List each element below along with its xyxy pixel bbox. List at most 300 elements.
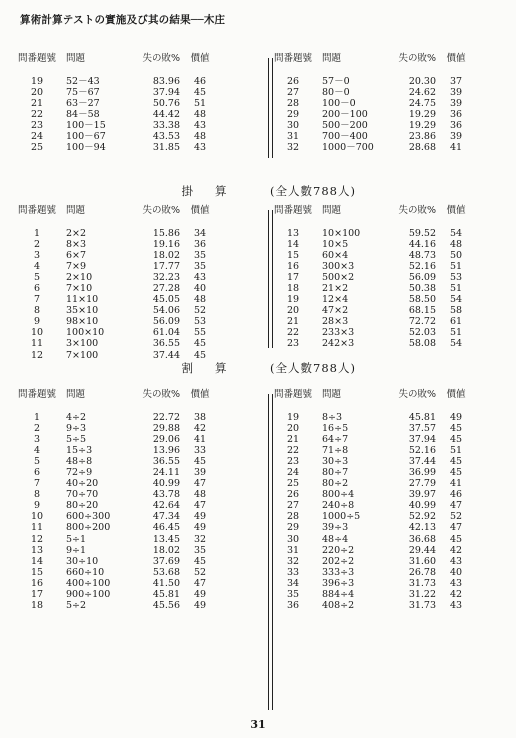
row-value: 48 bbox=[449, 238, 463, 250]
table-row bbox=[274, 545, 468, 556]
row-failure-rate: 36.68 bbox=[408, 533, 437, 545]
row-failure-rate: 72.72 bbox=[408, 316, 437, 328]
row-number: 20 bbox=[30, 86, 44, 98]
row-value: 42 bbox=[449, 589, 463, 600]
row-number: 13 bbox=[30, 544, 44, 556]
row-failure-rate: 32.23 bbox=[152, 271, 181, 283]
row-number: 17 bbox=[30, 589, 44, 600]
table-row bbox=[274, 142, 468, 153]
table-row bbox=[274, 131, 468, 142]
row-number: 21 bbox=[286, 433, 300, 445]
row-number: 10 bbox=[30, 327, 44, 339]
table-row bbox=[18, 600, 212, 611]
header-problem: 問題 bbox=[66, 53, 86, 64]
row-number: 32 bbox=[286, 142, 300, 154]
column-divider bbox=[268, 58, 269, 158]
row-problem: 9÷1 bbox=[66, 544, 87, 556]
row-failure-rate: 37.94 bbox=[152, 86, 181, 98]
row-failure-rate: 44.42 bbox=[152, 108, 181, 120]
row-problem: 240÷8 bbox=[322, 500, 355, 512]
row-problem: 5÷5 bbox=[66, 433, 87, 445]
row-problem: 9÷3 bbox=[66, 422, 87, 434]
row-number: 36 bbox=[286, 600, 300, 612]
row-failure-rate: 37.57 bbox=[408, 422, 437, 434]
row-number: 22 bbox=[286, 444, 300, 456]
row-value: 43 bbox=[193, 271, 207, 283]
table-row bbox=[18, 478, 212, 489]
row-problem: 70÷70 bbox=[66, 489, 99, 501]
table-row bbox=[18, 511, 212, 522]
table-row bbox=[274, 250, 468, 261]
row-failure-rate: 46.45 bbox=[152, 522, 181, 534]
row-value: 41 bbox=[449, 478, 463, 490]
row-failure-rate: 39.97 bbox=[408, 489, 437, 501]
row-failure-rate: 52.16 bbox=[408, 444, 437, 456]
row-problem: 80－0 bbox=[322, 86, 350, 98]
table-row bbox=[274, 272, 468, 283]
table-row bbox=[274, 600, 468, 611]
row-failure-rate: 52.92 bbox=[408, 511, 437, 523]
row-problem: 48÷8 bbox=[66, 455, 93, 467]
table-row bbox=[18, 534, 212, 545]
multiplication-table-left bbox=[18, 206, 212, 361]
division-table-right bbox=[274, 390, 468, 611]
row-problem: 3×100 bbox=[66, 338, 99, 350]
row-failure-rate: 54.06 bbox=[152, 305, 181, 317]
table-row bbox=[274, 589, 468, 600]
table-row bbox=[274, 316, 468, 327]
row-failure-rate: 58.08 bbox=[408, 338, 437, 350]
row-problem: 80÷2 bbox=[322, 478, 349, 490]
row-failure-rate: 45.81 bbox=[152, 589, 181, 600]
table-row bbox=[18, 98, 212, 109]
row-number: 2 bbox=[33, 238, 41, 250]
row-failure-rate: 36.55 bbox=[152, 338, 181, 350]
table-row bbox=[274, 305, 468, 316]
header-failure-rate: 失の敗% bbox=[398, 389, 437, 400]
row-value: 47 bbox=[193, 478, 207, 490]
row-failure-rate: 28.68 bbox=[408, 142, 437, 154]
row-failure-rate: 61.04 bbox=[152, 327, 181, 339]
row-value: 45 bbox=[449, 422, 463, 434]
row-problem: 5÷1 bbox=[66, 533, 87, 545]
table-row bbox=[274, 500, 468, 511]
row-failure-rate: 20.30 bbox=[408, 75, 437, 87]
table-row bbox=[18, 305, 212, 316]
row-problem: 220÷2 bbox=[322, 544, 355, 556]
row-value: 45 bbox=[193, 86, 207, 98]
table-row bbox=[274, 434, 468, 445]
row-value: 47 bbox=[193, 577, 207, 589]
row-problem: 400÷100 bbox=[66, 577, 111, 589]
row-failure-rate: 48.73 bbox=[408, 249, 437, 261]
table-row bbox=[274, 567, 468, 578]
row-failure-rate: 31.73 bbox=[408, 577, 437, 589]
row-value: 37 bbox=[449, 75, 463, 87]
column-divider bbox=[268, 210, 269, 348]
row-number: 2 bbox=[33, 422, 41, 434]
row-problem: 800÷200 bbox=[66, 522, 111, 534]
row-failure-rate: 19.16 bbox=[152, 238, 181, 250]
row-value: 36 bbox=[449, 119, 463, 131]
row-value: 53 bbox=[449, 271, 463, 283]
header-problem: 問題 bbox=[322, 53, 342, 64]
table-row bbox=[274, 511, 468, 522]
header-number: 問番題號 bbox=[18, 205, 57, 216]
row-failure-rate: 44.16 bbox=[408, 238, 437, 250]
row-problem: 10×5 bbox=[322, 238, 349, 250]
table-row bbox=[18, 239, 212, 250]
row-problem: 5÷2 bbox=[66, 600, 87, 612]
row-failure-rate: 56.09 bbox=[152, 316, 181, 328]
row-value: 33 bbox=[193, 444, 207, 456]
row-number: 28 bbox=[286, 511, 300, 523]
row-number: 28 bbox=[286, 97, 300, 109]
column-divider bbox=[272, 210, 273, 348]
header-number: 問番題號 bbox=[18, 53, 57, 64]
row-problem: 75－67 bbox=[66, 86, 100, 98]
row-value: 55 bbox=[193, 327, 207, 339]
table-row bbox=[18, 228, 212, 239]
header-value: 價値 bbox=[446, 389, 466, 400]
header-failure-rate: 失の敗% bbox=[142, 389, 181, 400]
table-row bbox=[18, 350, 212, 361]
header-problem: 問題 bbox=[66, 389, 86, 400]
row-failure-rate: 17.77 bbox=[152, 260, 181, 272]
row-failure-rate: 19.29 bbox=[408, 119, 437, 131]
division-table-left bbox=[18, 390, 212, 611]
row-number: 31 bbox=[286, 544, 300, 556]
row-number: 1 bbox=[33, 227, 41, 239]
row-problem: 1000－700 bbox=[322, 142, 374, 154]
row-value: 58 bbox=[449, 305, 463, 317]
row-value: 49 bbox=[193, 600, 207, 612]
row-failure-rate: 23.86 bbox=[408, 130, 437, 142]
row-number: 33 bbox=[286, 566, 300, 578]
table-row bbox=[274, 87, 468, 98]
header-number: 問番題號 bbox=[274, 205, 313, 216]
row-number: 30 bbox=[286, 119, 300, 131]
row-failure-rate: 22.72 bbox=[152, 411, 181, 423]
row-number: 15 bbox=[30, 566, 44, 578]
row-failure-rate: 24.75 bbox=[408, 97, 437, 109]
header-problem: 問題 bbox=[66, 205, 86, 216]
row-number: 23 bbox=[30, 119, 44, 131]
row-problem: 600÷300 bbox=[66, 511, 111, 523]
row-failure-rate: 37.44 bbox=[408, 455, 437, 467]
row-problem: 48÷4 bbox=[322, 533, 349, 545]
page-title: 算術計算テストの實施及び其の結果──木庄 bbox=[20, 14, 226, 26]
row-problem: 7×9 bbox=[66, 260, 87, 272]
row-problem: 52－43 bbox=[66, 75, 100, 87]
table-row bbox=[274, 489, 468, 500]
row-value: 34 bbox=[193, 227, 207, 239]
row-value: 61 bbox=[449, 316, 463, 328]
row-number: 3 bbox=[33, 433, 41, 445]
row-problem: 63－27 bbox=[66, 97, 100, 109]
row-problem: 71÷8 bbox=[322, 444, 349, 456]
table-row bbox=[18, 250, 212, 261]
table-row bbox=[18, 489, 212, 500]
row-problem: 333÷3 bbox=[322, 566, 355, 578]
row-problem: 21×2 bbox=[322, 282, 349, 294]
table-row bbox=[18, 76, 212, 87]
row-problem: 35×10 bbox=[66, 305, 99, 317]
row-problem: 200－100 bbox=[322, 108, 368, 120]
table-row bbox=[18, 434, 212, 445]
table-row bbox=[18, 338, 212, 349]
row-number: 5 bbox=[33, 455, 41, 467]
row-number: 16 bbox=[30, 577, 44, 589]
row-problem: 80÷7 bbox=[322, 466, 349, 478]
row-number: 30 bbox=[286, 533, 300, 545]
row-value: 52 bbox=[193, 305, 207, 317]
row-failure-rate: 43.78 bbox=[152, 489, 181, 501]
row-number: 21 bbox=[30, 97, 44, 109]
header-problem: 問題 bbox=[322, 205, 342, 216]
row-failure-rate: 68.15 bbox=[408, 305, 437, 317]
table-row bbox=[18, 423, 212, 434]
row-number: 11 bbox=[30, 522, 44, 534]
table-row bbox=[18, 316, 212, 327]
row-failure-rate: 52.03 bbox=[408, 327, 437, 339]
row-problem: 47×2 bbox=[322, 305, 349, 317]
row-number: 32 bbox=[286, 555, 300, 567]
row-problem: 84－58 bbox=[66, 108, 100, 120]
row-value: 39 bbox=[193, 466, 207, 478]
row-number: 29 bbox=[286, 108, 300, 120]
header-value: 價値 bbox=[190, 205, 210, 216]
row-value: 51 bbox=[449, 327, 463, 339]
row-problem: 100×10 bbox=[66, 327, 105, 339]
row-number: 15 bbox=[286, 249, 300, 261]
row-value: 51 bbox=[449, 282, 463, 294]
header-failure-rate: 失の敗% bbox=[398, 53, 437, 64]
row-number: 14 bbox=[286, 238, 300, 250]
row-number: 34 bbox=[286, 577, 300, 589]
row-number: 25 bbox=[30, 142, 44, 154]
row-failure-rate: 15.86 bbox=[152, 227, 181, 239]
row-failure-rate: 26.78 bbox=[408, 566, 437, 578]
row-value: 50 bbox=[449, 249, 463, 261]
row-value: 35 bbox=[193, 260, 207, 272]
row-value: 51 bbox=[449, 260, 463, 272]
row-failure-rate: 43.53 bbox=[152, 130, 181, 142]
row-number: 11 bbox=[30, 338, 44, 350]
row-value: 38 bbox=[193, 411, 207, 423]
row-value: 46 bbox=[449, 489, 463, 501]
row-problem: 202÷2 bbox=[322, 555, 355, 567]
row-value: 42 bbox=[449, 544, 463, 556]
subtraction-table-left bbox=[18, 54, 212, 153]
row-problem: 12×4 bbox=[322, 294, 349, 306]
row-failure-rate: 83.96 bbox=[152, 75, 181, 87]
row-value: 41 bbox=[449, 142, 463, 154]
row-value: 51 bbox=[193, 97, 207, 109]
row-failure-rate: 29.88 bbox=[152, 422, 181, 434]
row-number: 7 bbox=[33, 478, 41, 490]
row-number: 23 bbox=[286, 338, 300, 350]
row-failure-rate: 45.56 bbox=[152, 600, 181, 612]
row-number: 6 bbox=[33, 282, 41, 294]
table-row bbox=[274, 283, 468, 294]
row-failure-rate: 56.09 bbox=[408, 271, 437, 283]
header-value: 價値 bbox=[190, 53, 210, 64]
header-value: 價値 bbox=[190, 389, 210, 400]
table-row bbox=[274, 534, 468, 545]
row-number: 4 bbox=[33, 444, 41, 456]
table-row bbox=[18, 445, 212, 456]
row-failure-rate: 47.34 bbox=[152, 511, 181, 523]
row-problem: 100－67 bbox=[66, 130, 106, 142]
row-failure-rate: 36.99 bbox=[408, 466, 437, 478]
row-problem: 64÷7 bbox=[322, 433, 349, 445]
division-title bbox=[0, 360, 516, 376]
row-value: 49 bbox=[449, 411, 463, 423]
table-row bbox=[274, 98, 468, 109]
row-failure-rate: 13.45 bbox=[152, 533, 181, 545]
row-value: 49 bbox=[193, 511, 207, 523]
row-number: 23 bbox=[286, 455, 300, 467]
row-number: 9 bbox=[33, 316, 41, 328]
row-problem: 57－0 bbox=[322, 75, 350, 87]
subtraction-table-right bbox=[274, 54, 468, 153]
row-value: 39 bbox=[449, 130, 463, 142]
row-number: 20 bbox=[286, 422, 300, 434]
row-number: 27 bbox=[286, 86, 300, 98]
row-failure-rate: 31.73 bbox=[408, 600, 437, 612]
row-number: 24 bbox=[30, 130, 44, 142]
row-value: 46 bbox=[193, 75, 207, 87]
row-failure-rate: 37.94 bbox=[408, 433, 437, 445]
row-failure-rate: 41.50 bbox=[152, 577, 181, 589]
row-value: 41 bbox=[193, 433, 207, 445]
row-number: 26 bbox=[286, 489, 300, 501]
row-problem: 500×2 bbox=[322, 271, 355, 283]
row-value: 40 bbox=[449, 566, 463, 578]
header-number: 問番題號 bbox=[18, 389, 57, 400]
row-value: 43 bbox=[449, 600, 463, 612]
row-failure-rate: 33.38 bbox=[152, 119, 181, 131]
row-number: 8 bbox=[33, 305, 41, 317]
table-row bbox=[274, 239, 468, 250]
row-value: 48 bbox=[193, 130, 207, 142]
table-row bbox=[18, 272, 212, 283]
row-value: 45 bbox=[449, 455, 463, 467]
column-divider bbox=[272, 58, 273, 158]
row-problem: 408÷2 bbox=[322, 600, 355, 612]
table-row bbox=[18, 522, 212, 533]
row-failure-rate: 24.62 bbox=[408, 86, 437, 98]
row-number: 35 bbox=[286, 589, 300, 600]
row-problem: 72÷9 bbox=[66, 466, 93, 478]
table-row bbox=[274, 109, 468, 120]
row-value: 35 bbox=[193, 544, 207, 556]
row-failure-rate: 50.38 bbox=[408, 282, 437, 294]
row-value: 45 bbox=[449, 533, 463, 545]
table-row bbox=[18, 120, 212, 131]
row-number: 26 bbox=[286, 75, 300, 87]
row-problem: 4÷2 bbox=[66, 411, 87, 423]
row-number: 24 bbox=[286, 466, 300, 478]
row-problem: 700－400 bbox=[322, 130, 368, 142]
row-failure-rate: 52.16 bbox=[408, 260, 437, 272]
row-failure-rate: 42.13 bbox=[408, 522, 437, 534]
row-problem: 100－0 bbox=[322, 97, 356, 109]
row-problem: 100－94 bbox=[66, 142, 106, 154]
column-divider bbox=[272, 394, 273, 710]
row-value: 39 bbox=[449, 97, 463, 109]
row-problem: 660÷10 bbox=[66, 566, 105, 578]
table-row bbox=[18, 500, 212, 511]
row-number: 27 bbox=[286, 500, 300, 512]
table-row bbox=[274, 412, 468, 423]
row-number: 12 bbox=[30, 349, 44, 361]
row-problem: 30÷3 bbox=[322, 455, 349, 467]
table-row bbox=[18, 467, 212, 478]
row-number: 9 bbox=[33, 500, 41, 512]
row-problem: 16÷5 bbox=[322, 422, 349, 434]
row-problem: 6×7 bbox=[66, 249, 87, 261]
row-problem: 396÷3 bbox=[322, 577, 355, 589]
row-problem: 28×3 bbox=[322, 316, 349, 328]
table-row bbox=[18, 567, 212, 578]
table-row bbox=[18, 294, 212, 305]
row-value: 47 bbox=[449, 522, 463, 534]
table-row bbox=[18, 109, 212, 120]
page-number: 31 bbox=[250, 718, 266, 731]
row-failure-rate: 50.76 bbox=[152, 97, 181, 109]
row-problem: 98×10 bbox=[66, 316, 99, 328]
row-value: 36 bbox=[193, 238, 207, 250]
section-population: (全人數788人) bbox=[270, 184, 356, 198]
table-row bbox=[274, 456, 468, 467]
table-row bbox=[274, 478, 468, 489]
row-failure-rate: 27.79 bbox=[408, 478, 437, 490]
table-row bbox=[18, 142, 212, 153]
row-value: 49 bbox=[193, 522, 207, 534]
row-number: 29 bbox=[286, 522, 300, 534]
header-number: 問番題號 bbox=[274, 53, 313, 64]
table-row bbox=[274, 228, 468, 239]
row-number: 8 bbox=[33, 489, 41, 501]
row-failure-rate: 53.68 bbox=[152, 566, 181, 578]
table-row bbox=[18, 327, 212, 338]
row-failure-rate: 37.44 bbox=[152, 349, 181, 361]
row-value: 47 bbox=[449, 500, 463, 512]
row-number: 6 bbox=[33, 466, 41, 478]
table-row bbox=[18, 589, 212, 600]
row-number: 5 bbox=[33, 271, 41, 283]
row-value: 53 bbox=[193, 316, 207, 328]
row-failure-rate: 40.99 bbox=[408, 500, 437, 512]
table-row bbox=[274, 578, 468, 589]
row-problem: 2×2 bbox=[66, 227, 87, 239]
row-value: 48 bbox=[193, 108, 207, 120]
row-failure-rate: 36.55 bbox=[152, 455, 181, 467]
table-row bbox=[18, 412, 212, 423]
row-value: 54 bbox=[449, 294, 463, 306]
row-number: 18 bbox=[30, 600, 44, 612]
row-failure-rate: 27.28 bbox=[152, 282, 181, 294]
header-value: 價値 bbox=[446, 205, 466, 216]
row-value: 48 bbox=[193, 294, 207, 306]
row-problem: 884÷4 bbox=[322, 589, 355, 600]
table-row bbox=[274, 327, 468, 338]
row-problem: 39÷3 bbox=[322, 522, 349, 534]
row-problem: 60×4 bbox=[322, 249, 349, 261]
row-problem: 8÷3 bbox=[322, 411, 343, 423]
